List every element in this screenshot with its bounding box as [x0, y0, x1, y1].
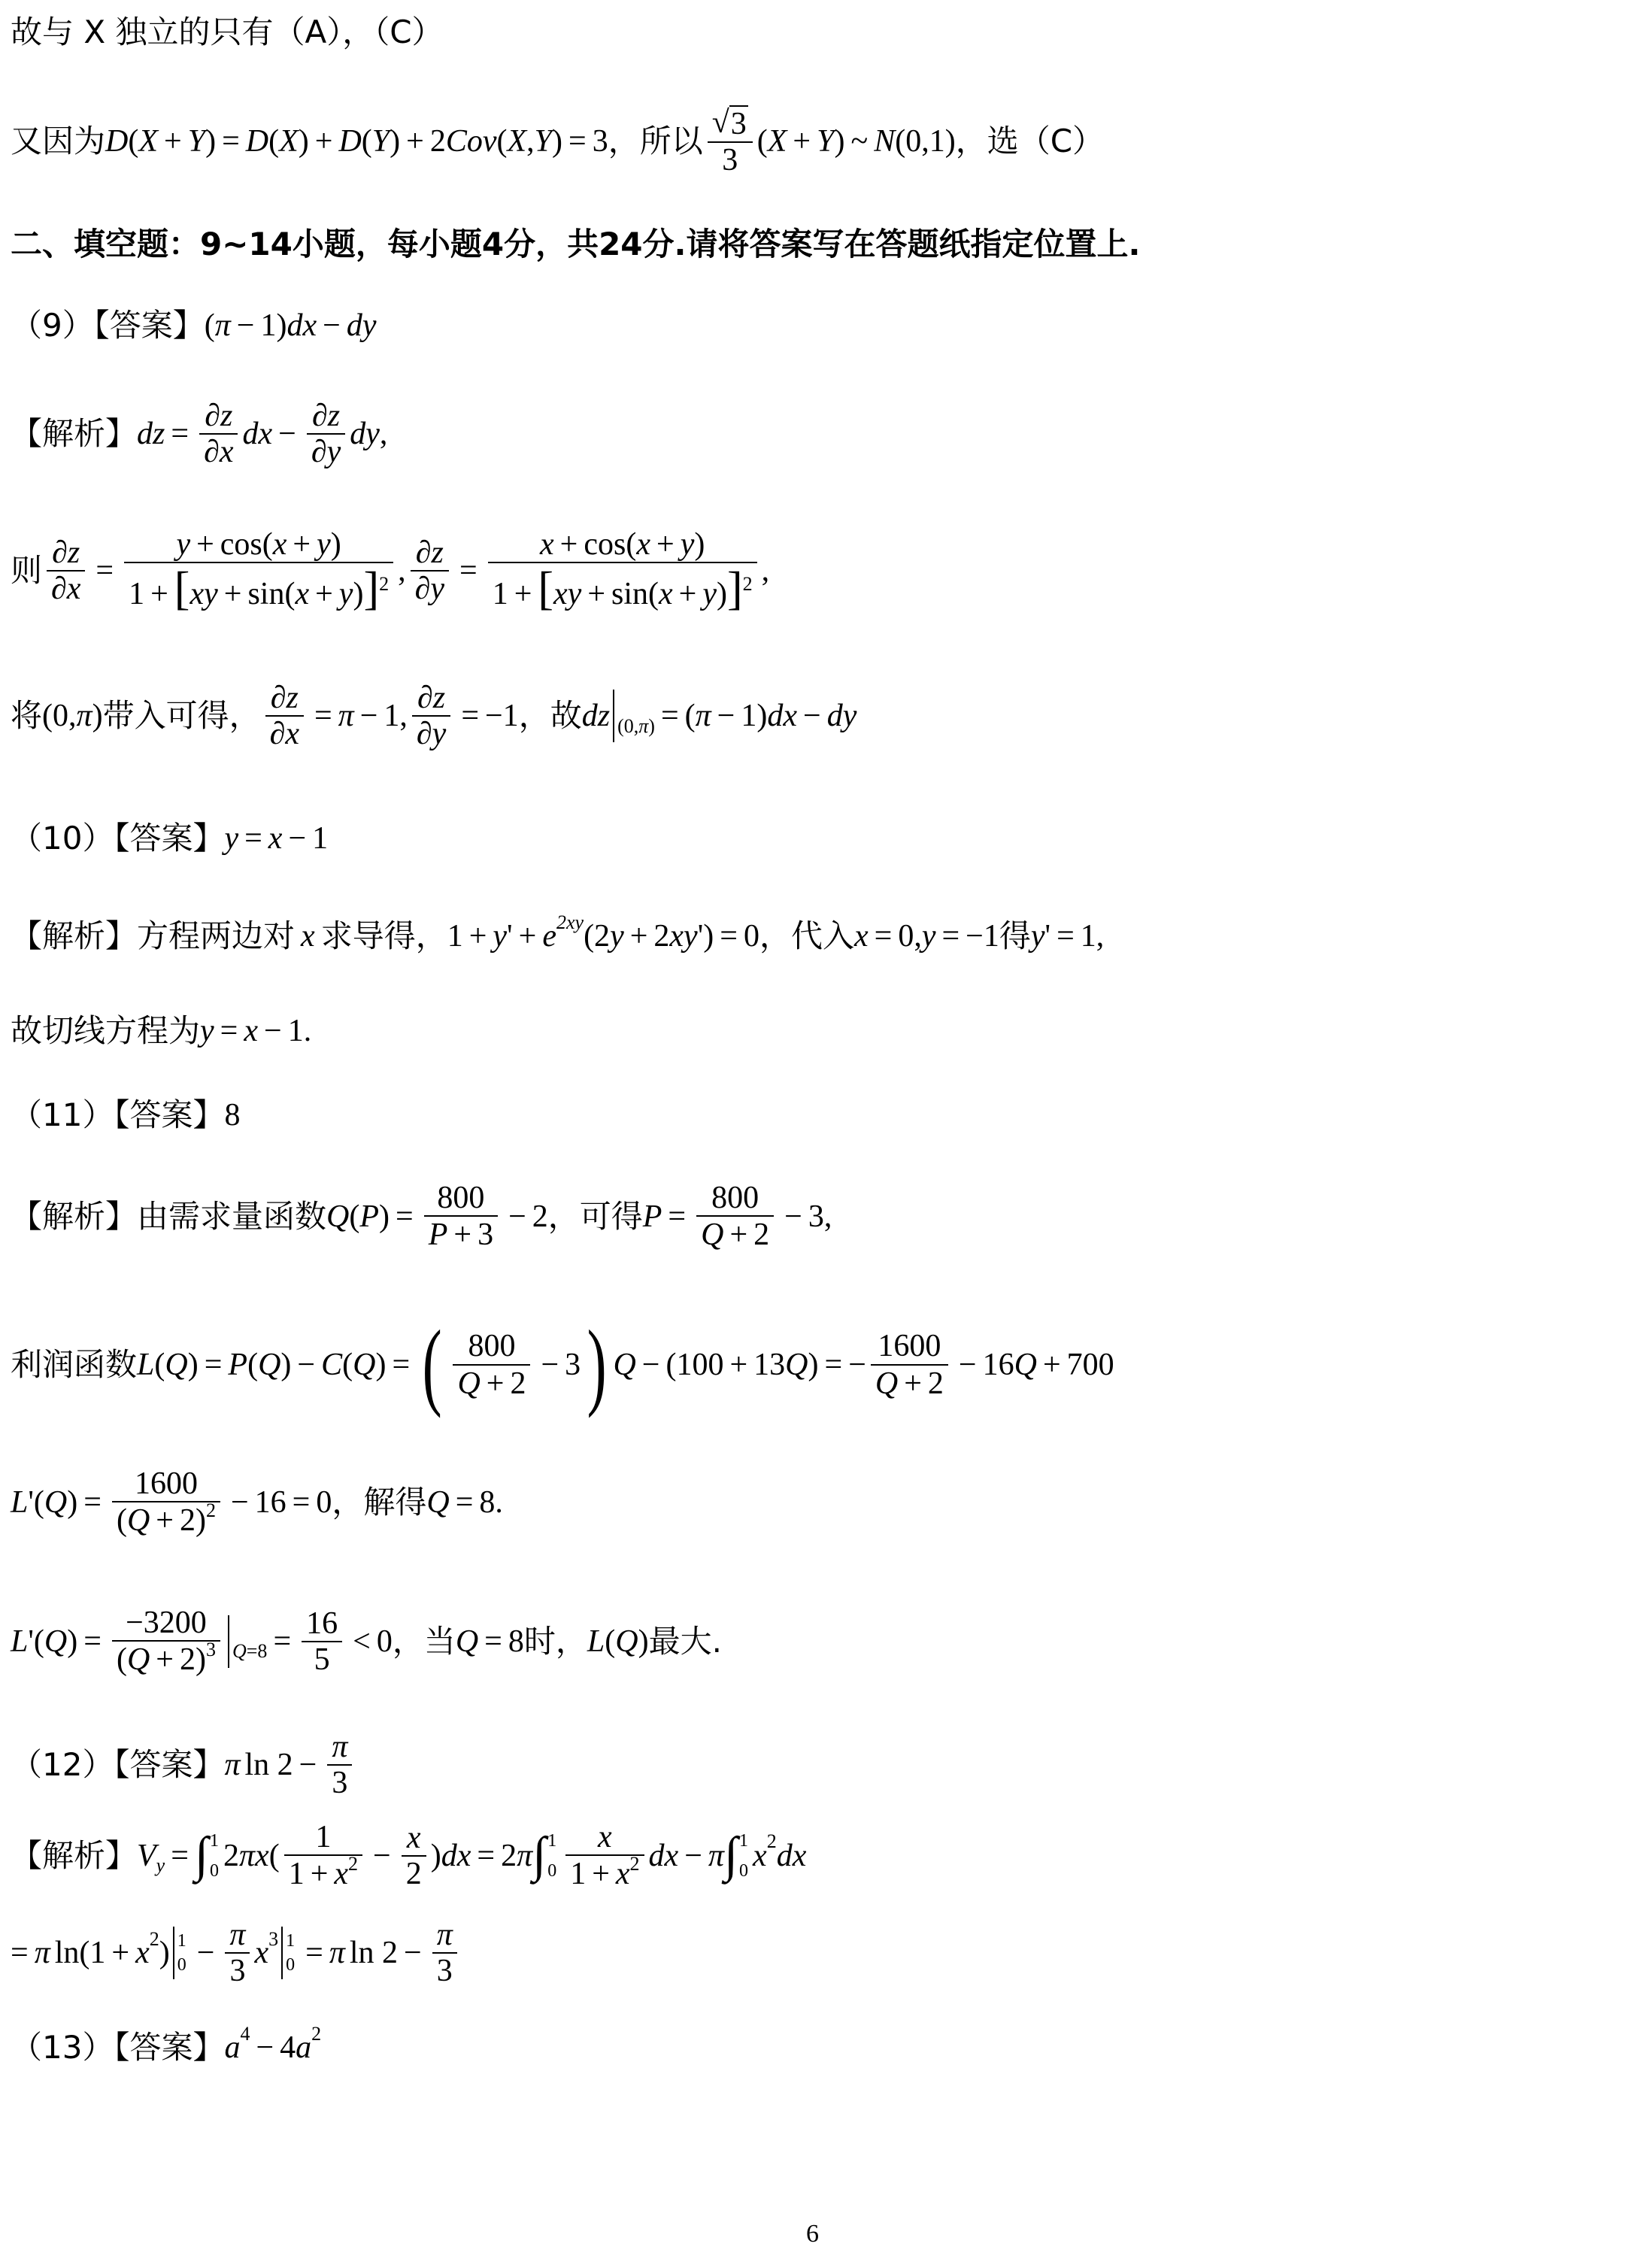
- text-independence: 故与 X 独立的只有（A），（C）: [11, 14, 444, 50]
- text-line-variance: 又因为 D ( X + Y ) = D ( X ) + D ( Y ) + 2 Cov ( X , Y ) = 3 ，所以 √ 3 3 ( X + Y ) ~ N (0,1) ，选（C）: [11, 105, 1105, 178]
- text-lirun: 利润函数: [11, 1345, 138, 1383]
- text-gu: ，故: [518, 697, 582, 735]
- section-heading-text: 二、填空题：9~14小题，每小题4分，共24分.请将答案写在答题纸指定位置上.: [11, 226, 1141, 262]
- q11-profit-line: 利润函数 L ( Q ) = P ( Q ) − C ( Q ) = ( $\frac{800}{Q + 2}$ − 3 ) Q − (100 + 13 Q ) = − $\frac{1600}{Q + 2}$ − 16 Q + 700: [11, 1311, 1114, 1419]
- text-xuan-c: ，选（C）: [955, 123, 1105, 160]
- q13-answer-line: （13）【答案】 a 4 − 4 a 2: [11, 2022, 322, 2066]
- jiexi-label-q12: 【解析】: [11, 1836, 138, 1874]
- q11-derivative-line: L '( Q ) = $\frac{1600}{(Q + 2)^2}$ − 16 = 0 ，解得 Q = 8.: [11, 1466, 503, 1539]
- q11-demand-line: 【解析】 由需求量函数 Q ( P ) = $\frac{800}{P + 3}$ − 2 ，可得 P = $\frac{800}{Q + 2}$ − 3,: [11, 1181, 832, 1253]
- text-line-independence: [11, 15, 444, 50]
- text-qiexian: 故切线方程为: [11, 1012, 201, 1049]
- q12-continuation-line: = π ln(1 + x 2 ) 1 0 − $\frac{\pi}{3}$ x 3 1 0 = π ln 2 − $\frac{\pi}{3}$: [11, 1918, 462, 1988]
- jiexi-label-q9: 【解析】: [11, 415, 138, 453]
- q12-analysis-line: 【解析】 V y = ∫ 1 0 2 πx ( $\frac{1}{1 + x^2}$ − $\frac{x}{2}$ ) dx = 2 π ∫ 1 0 $\frac{x}{1 + x^2}$ dx − π ∫ 1 0 x 2 dx: [11, 1820, 807, 1892]
- q10-analysis-line: 【解析】 方程两边对 x 求导得， 1 + y ' + e 2xy (2 y + 2 xy ') = 0 ，代入 x = 0, y = −1 得 y ' = 1,: [11, 911, 1105, 954]
- section-heading-fill-in: [11, 227, 1140, 262]
- text-jiang: 将: [11, 697, 43, 735]
- text-fangcheng: 方程两边对: [137, 917, 296, 954]
- jiexi-label-q10: 【解析】: [11, 917, 138, 954]
- text-qiudaode: 求导得，: [320, 917, 447, 954]
- text-xuqiu: 由需求量函数: [137, 1197, 327, 1235]
- q10-answer-line: （10）【答案】 y = x − 1: [11, 820, 329, 857]
- text-dairu-kede: 带入可得，: [102, 697, 261, 735]
- text-zuida: 最大.: [648, 1622, 722, 1660]
- q11-answer-line: [11, 1098, 240, 1132]
- q11-answer: 8: [224, 1098, 241, 1132]
- jiexi-label-q11: 【解析】: [11, 1197, 138, 1235]
- q10-label: （10）【答案】: [11, 820, 225, 857]
- q9-analysis-line: 【解析】 dz = $\frac{\partial z}{\partial x}$ dx − $\frac{\partial z}{\partial y}$ dy ,: [11, 399, 388, 470]
- q12-answer-line: （12）【答案】 π ln 2 − $\frac{\pi}{3}$: [11, 1730, 356, 1800]
- q10-conclusion-line: 故切线方程为 y = x − 1.: [11, 1012, 312, 1049]
- math-variance: D: [105, 124, 129, 159]
- q11-second-derivative-line: L '( Q ) = $\frac{-3200}{(Q + 2)^3}$ Q=8 = $\frac{16}{5}$ < 0 ，当 Q = 8 时， L ( Q ) 最大.: [11, 1605, 722, 1678]
- text-suoyi: ，所以: [608, 123, 703, 160]
- q9-substitution-line: 将 (0, π ) 带入可得， $\frac{\partial z}{\partial x}$ = π − 1, $\frac{\partial z}{\partial y}$ = −1 ，故 dz (0,π) = ( π − 1) dx − dy: [11, 681, 857, 752]
- page-number: 6: [806, 2220, 819, 2248]
- math-sqrt3-over-3: √ 3 3: [708, 105, 753, 177]
- text-youyinwei: 又因为: [11, 123, 106, 160]
- text-jiede: ，解得: [332, 1483, 427, 1521]
- text-ze: 则: [11, 551, 43, 589]
- q11-label: （11）【答案】: [11, 1096, 225, 1133]
- text-kede: ，可得: [547, 1197, 643, 1235]
- q9-answer-line: （9）【答案】 ( π − 1) dx − dy: [11, 307, 377, 344]
- text-dairu: ，代入: [759, 917, 854, 954]
- text-de: 得: [999, 917, 1031, 954]
- q12-label: （12）【答案】: [11, 1746, 225, 1784]
- q13-label: （13）【答案】: [11, 2029, 225, 2066]
- q9-partials-line: 则 $\frac{\partial z}{\partial x}$ = $\frac{y + \cos(x + y)}{1 + [xy + \sin(x + y)]^2}$ , $\frac{\partial z}{\partial y}$ = $\frac{x + \cos(x + y)}{1 + [xy + \sin(x + y)]^2}$ ,: [11, 527, 770, 615]
- q9-label: （9）【答案】: [11, 307, 205, 344]
- text-shi: 时，: [523, 1622, 587, 1660]
- text-dang: ，当: [392, 1622, 456, 1660]
